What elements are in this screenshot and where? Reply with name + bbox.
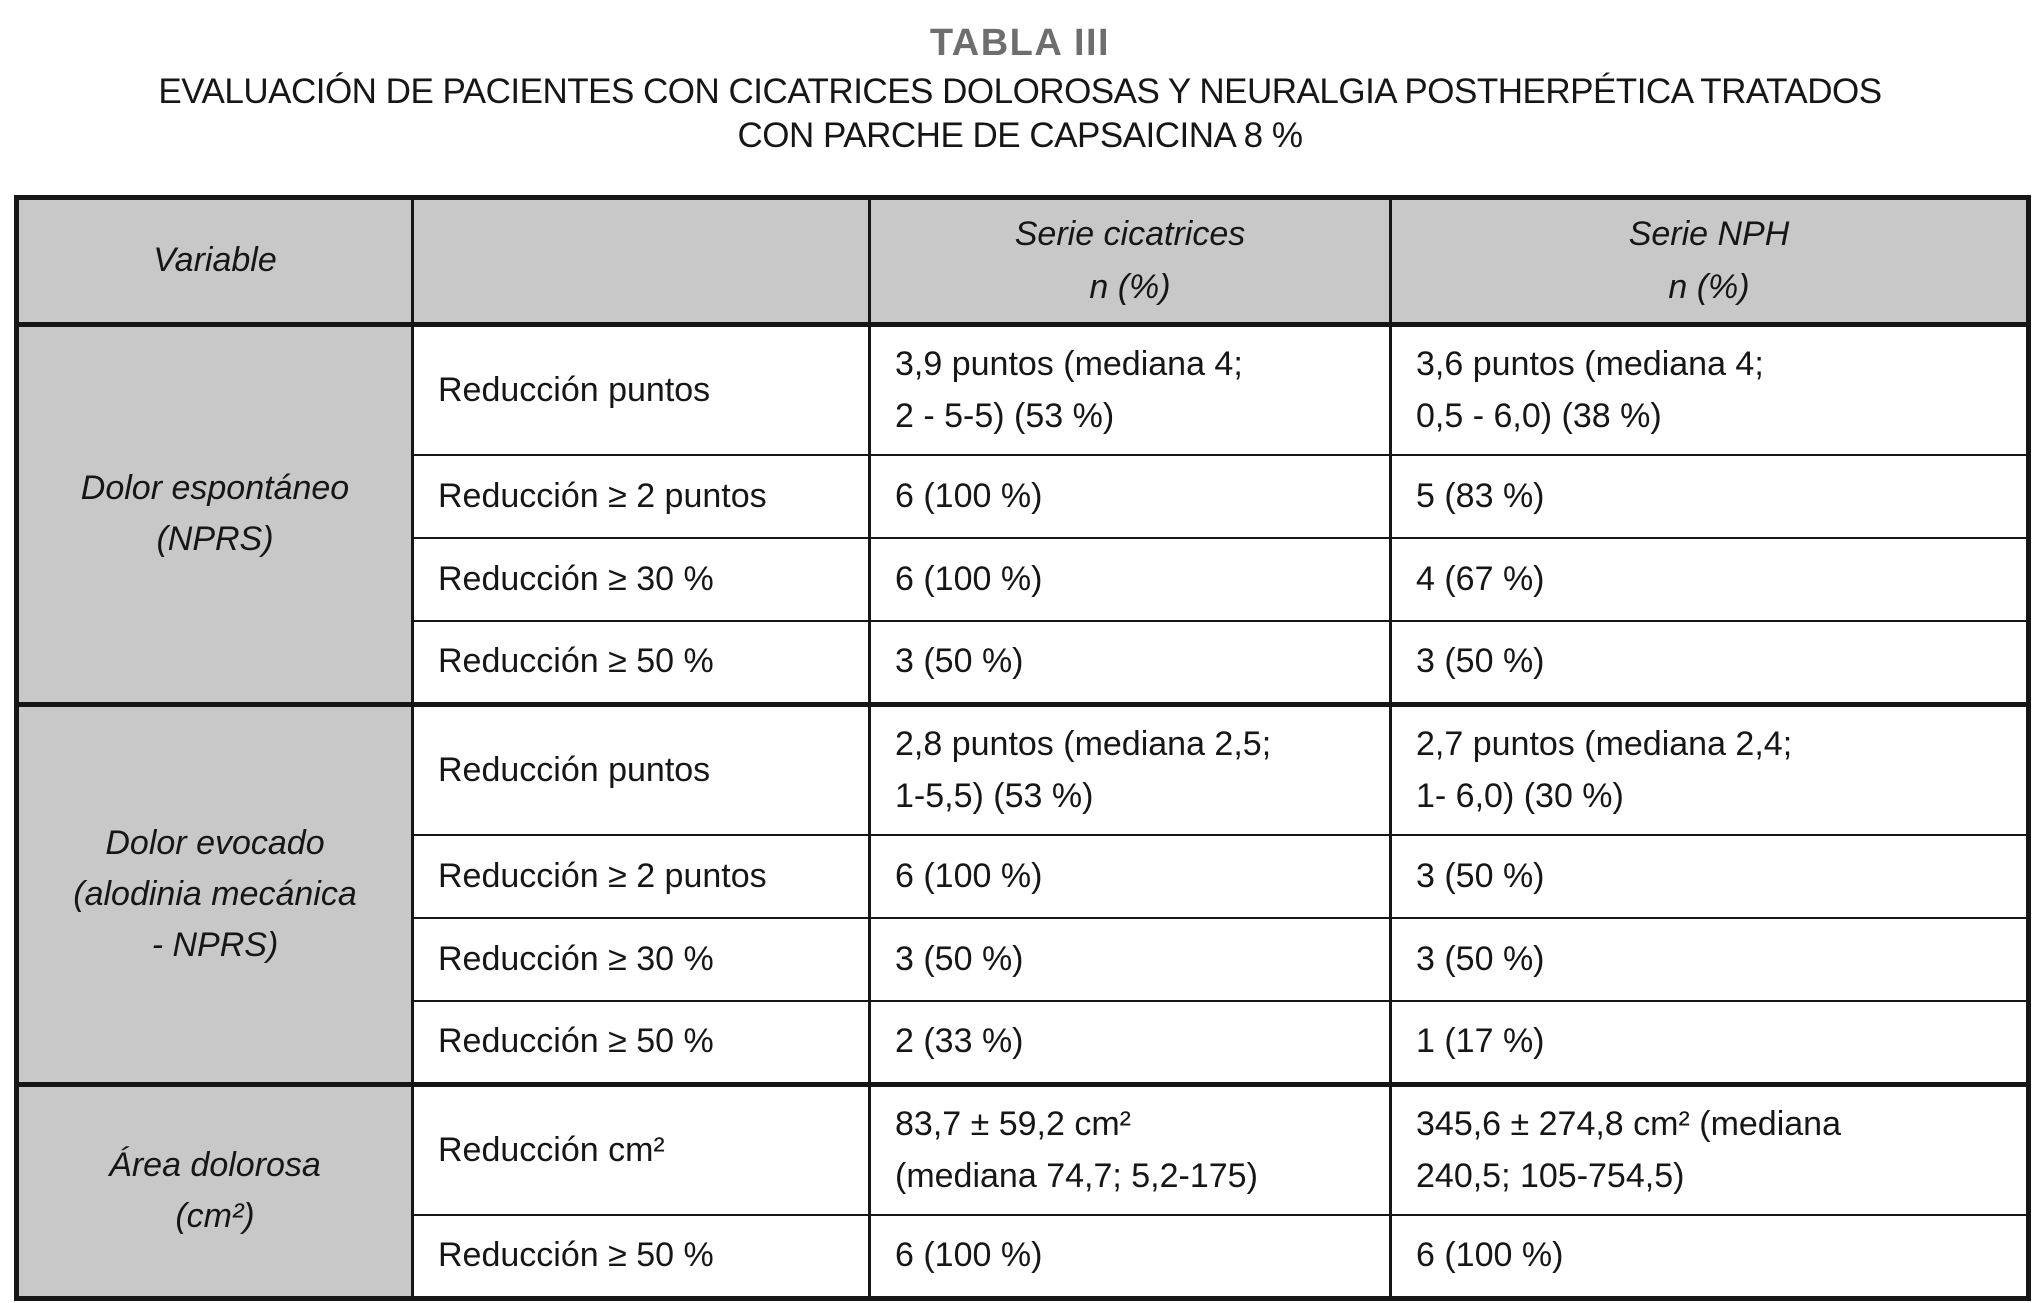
table-row <box>17 704 2029 835</box>
text-line: 1 (17 %) <box>1416 1022 1545 1061</box>
text-line: 3 (50 %) <box>1416 940 1545 979</box>
table-row <box>17 1084 2029 1215</box>
results-table <box>14 195 2031 1301</box>
text-line: (cm²) <box>175 1197 255 1236</box>
text-line: (NPRS) <box>156 520 274 559</box>
text-line: 2 - 5-5) (53 %) <box>895 397 1115 436</box>
header-serie-cicatrices <box>870 197 1391 324</box>
serie-cicatrices-cell <box>870 835 1391 918</box>
serie-nph-cell <box>1391 1215 2029 1298</box>
measure-cell <box>413 918 870 1001</box>
page-subtitle-line-2: CON PARCHE DE CAPSAICINA 8 % <box>737 116 1303 156</box>
text-line: Serie cicatrices <box>1014 214 1246 253</box>
text-line: 6 (100 %) <box>895 477 1043 516</box>
text-line: Reducción puntos <box>438 750 711 789</box>
text-line: 6 (100 %) <box>895 857 1043 896</box>
serie-nph-cell <box>1391 621 2029 704</box>
serie-cicatrices-cell <box>870 324 1391 455</box>
text-line: 2,7 puntos (mediana 2,4; <box>1416 724 1793 763</box>
text-line: Reducción ≥ 2 puntos <box>438 477 767 516</box>
text-line: Reducción ≥ 50 % <box>438 1236 714 1275</box>
measure-cell <box>413 1001 870 1084</box>
rowgroup-dolor-evocado <box>17 704 413 1084</box>
header-empty <box>413 197 870 324</box>
serie-cicatrices-cell <box>870 1084 1391 1215</box>
text-line: 1-5,5) (53 %) <box>895 777 1094 816</box>
text-line: 3 (50 %) <box>1416 642 1545 681</box>
measure-cell <box>413 704 870 835</box>
text-line: 1- 6,0) (30 %) <box>1416 777 1624 816</box>
text-line: 3 (50 %) <box>1416 857 1545 896</box>
text-line: Dolor evocado <box>105 823 325 862</box>
serie-nph-cell <box>1391 1001 2029 1084</box>
text-line: 3,9 puntos (mediana 4; <box>895 344 1243 383</box>
text-line: Reducción ≥ 50 % <box>438 1022 714 1061</box>
text-line: 6 (100 %) <box>895 1236 1043 1275</box>
text-line: Reducción ≥ 30 % <box>438 560 714 599</box>
text-line: 345,6 ± 274,8 cm² (mediana <box>1416 1104 1841 1143</box>
text-line: 4 (67 %) <box>1416 560 1545 599</box>
table-row <box>17 324 2029 455</box>
serie-nph-cell <box>1391 918 2029 1001</box>
serie-cicatrices-cell <box>870 704 1391 835</box>
measure-cell <box>413 621 870 704</box>
measure-cell <box>413 1084 870 1215</box>
text-line: n (%) <box>1668 267 1750 306</box>
text-line: 6 (100 %) <box>1416 1236 1564 1275</box>
measure-cell <box>413 835 870 918</box>
serie-nph-cell <box>1391 455 2029 538</box>
text-line: 0,5 - 6,0) (38 %) <box>1416 397 1662 436</box>
text-line: 3 (50 %) <box>895 940 1024 979</box>
serie-cicatrices-cell <box>870 621 1391 704</box>
measure-cell <box>413 538 870 621</box>
serie-nph-cell <box>1391 835 2029 918</box>
text-line: Reducción ≥ 50 % <box>438 642 714 681</box>
page-title: TABLA III <box>929 22 1111 64</box>
text-line: Área dolorosa <box>109 1146 321 1185</box>
header-serie-nph <box>1391 197 2029 324</box>
table-header-row <box>17 197 2029 324</box>
text-line: 2 (33 %) <box>895 1022 1024 1061</box>
serie-nph-cell <box>1391 324 2029 455</box>
title-block <box>0 0 2040 159</box>
serie-cicatrices-cell <box>870 455 1391 538</box>
text-line: 2,8 puntos (mediana 2,5; <box>895 724 1272 763</box>
rowgroup-area-dolorosa <box>17 1084 413 1298</box>
serie-cicatrices-cell <box>870 538 1391 621</box>
text-line: 83,7 ± 59,2 cm² <box>895 1104 1131 1143</box>
text-line: 5 (83 %) <box>1416 477 1545 516</box>
text-line: 6 (100 %) <box>895 560 1043 599</box>
measure-cell <box>413 1215 870 1298</box>
text-line: - NPRS) <box>151 925 279 964</box>
header-variable: Variable <box>17 197 413 324</box>
text-line: 3 (50 %) <box>895 642 1024 681</box>
serie-nph-cell <box>1391 1084 2029 1215</box>
serie-cicatrices-cell <box>870 1001 1391 1084</box>
text-line: (mediana 74,7; 5,2-175) <box>895 1157 1258 1196</box>
serie-nph-cell <box>1391 538 2029 621</box>
text-line: 3,6 puntos (mediana 4; <box>1416 344 1764 383</box>
measure-cell <box>413 455 870 538</box>
text-line: 240,5; 105-754,5) <box>1416 1157 1685 1196</box>
text-line: Dolor espontáneo <box>80 469 350 508</box>
text-line: Reducción puntos <box>438 370 711 409</box>
text-line: Reducción ≥ 30 % <box>438 940 714 979</box>
page-subtitle <box>0 70 2040 159</box>
text-line: Reducción ≥ 2 puntos <box>438 857 767 896</box>
page-subtitle-line-1: EVALUACIÓN DE PACIENTES CON CICATRICES DOLOROSAS Y NEURALGIA POSTHERPÉTICA TRATADOS <box>158 71 1882 111</box>
serie-cicatrices-cell <box>870 1215 1391 1298</box>
serie-nph-cell <box>1391 704 2029 835</box>
text-line: (alodinia mecánica <box>73 874 357 913</box>
text-line: n (%) <box>1089 267 1171 306</box>
text-line: Reducción cm² <box>438 1130 665 1169</box>
text-line: Serie NPH <box>1628 214 1790 253</box>
rowgroup-dolor-espontaneo <box>17 324 413 704</box>
serie-cicatrices-cell <box>870 918 1391 1001</box>
measure-cell <box>413 324 870 455</box>
